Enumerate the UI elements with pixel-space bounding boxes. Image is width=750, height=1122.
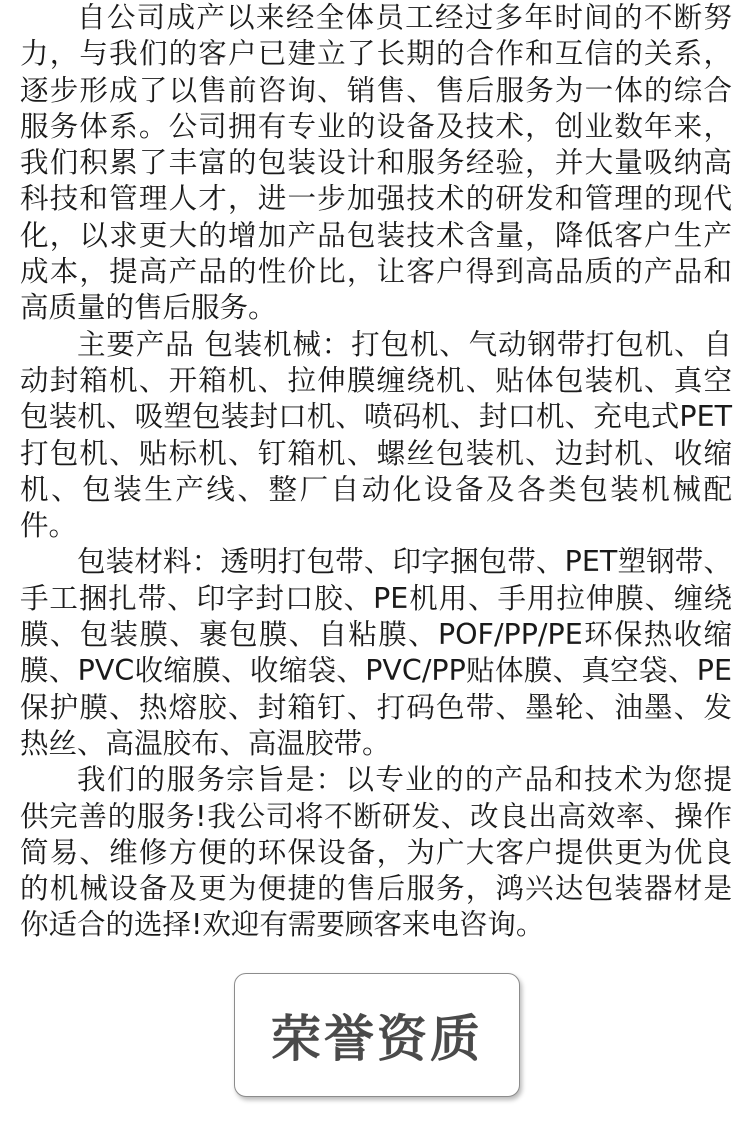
materials-paragraph: 包装材料：透明打包带、印字捆包带、PET塑钢带、手工捆扎带、印字封口胶、PE机用、手用拉伸膜、缠绕膜、包装膜、裹包膜、自粘膜、POF/PP/PE环保热收缩膜、PVC收缩膜、收缩袋、PVC/PP贴体膜、真空袋、PE保护膜、热熔胶、封箱钉、打码色带、墨轮、油墨、发热丝、高温胶布、高温胶带。 — [20, 545, 732, 760]
company-intro — [20, 0, 732, 944]
service-paragraph: 我们的服务宗旨是：以专业的的产品和技术为您提供完善的服务!我公司将不断研发、改良出高效率、操作简易、维修方便的环保设备，为广大客户提供更为优良的机械设备及更为便捷的售后服务，鸿兴达包装器材是你适合的选择!欢迎有需要顾客来电咨询。 — [20, 763, 732, 942]
products-paragraph: 主要产品 包装机械：打包机、气动钢带打包机、自动封箱机、开箱机、拉伸膜缠绕机、贴体包装机、真空包装机、吸塑包装封口机、喷码机、封口机、充电式PET打包机、贴标机、钉箱机、螺丝包装机、边封机、收缩机、包装生产线、整厂自动化设备及各类包装机械配件。 — [20, 327, 732, 543]
intro-paragraph: 自公司成产以来经全体员工经过多年时间的不断努力，与我们的客户已建立了长期的合作和互信的关系，逐步形成了以售前咨询、销售、售后服务为一体的综合服务体系。公司拥有专业的设备及技术，创业数年来，我们积累了丰富的包装设计和服务经验，并大量吸纳高科技和管理人才，进一步加强技术的研发和管理的现代化，以求更大的增加产品包装技术含量，降低客户生产成本，提高产品的性价比，让客户得到高品质的产品和高质量的售后服务。 — [20, 1, 732, 325]
honor-qualification-label: 荣誉资质 — [271, 1010, 483, 1068]
honor-qualification-banner — [234, 973, 520, 1097]
